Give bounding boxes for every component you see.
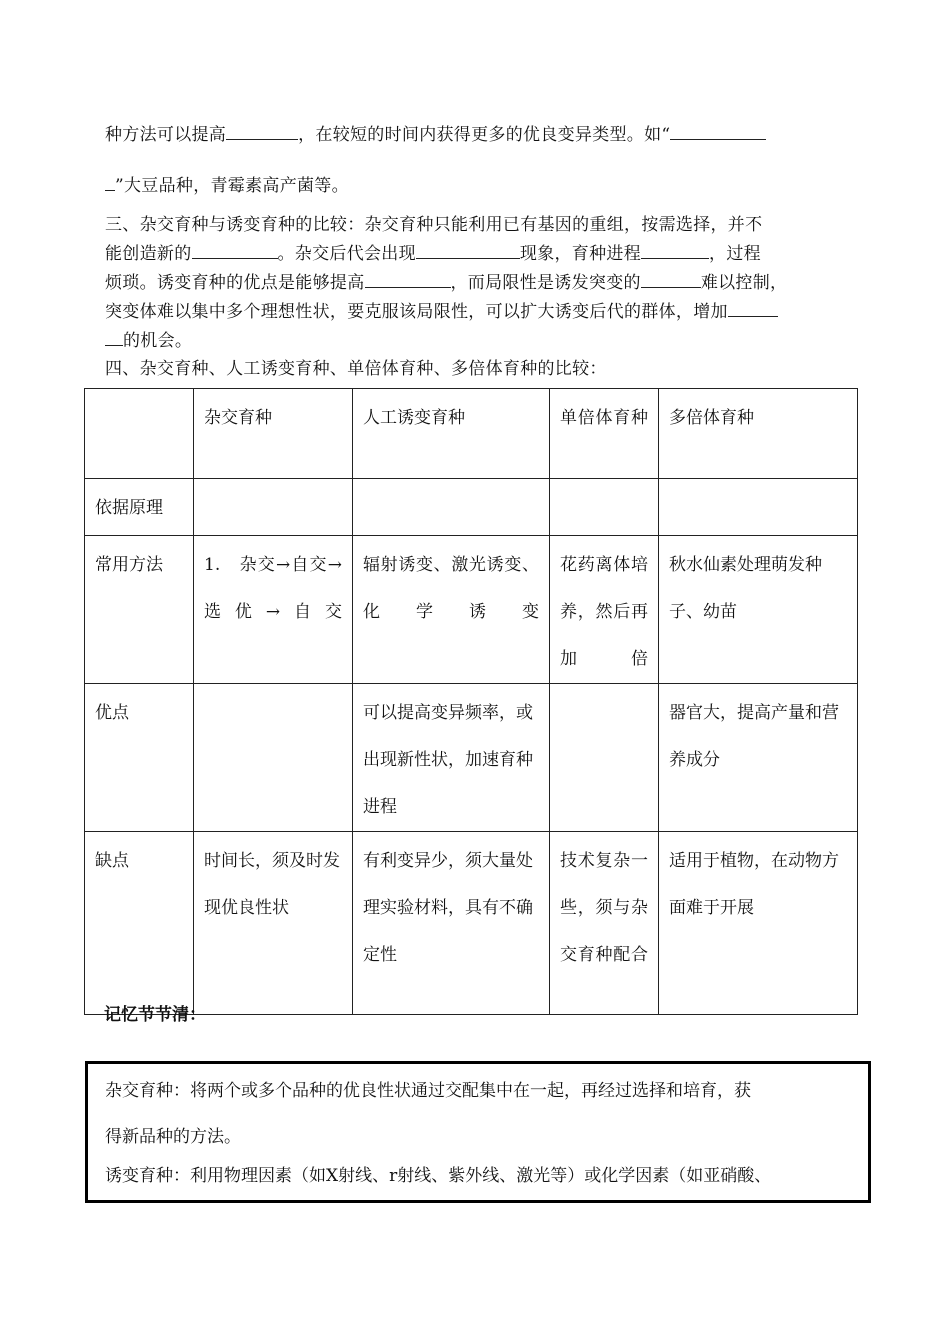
row-label: 缺点 — [85, 832, 194, 1015]
text-segment: 难以控制， — [700, 273, 788, 293]
table-cell — [194, 684, 353, 832]
text-segment: 四、杂交育种、人工诱变育种、单倍体育种、多倍体育种的比较： — [105, 359, 607, 379]
text-line — [105, 120, 766, 145]
comparison-table — [84, 388, 858, 1015]
table-cell: 适用于植物，在动物方面难于开展 — [659, 832, 858, 1015]
header-cell: 杂交育种 — [194, 389, 353, 479]
text-segment: ”大豆品种，青霉素高产菌等。 — [115, 176, 349, 196]
table-cell: 有利变异少，须大量处理实验材料，具有不确定性 — [353, 832, 550, 1015]
fill-blank — [365, 273, 451, 288]
table-row — [85, 832, 858, 1015]
summary-line: 杂交育种：将两个或多个品种的优良性状通过交配集中在一起，再经过选择和培育，获 — [105, 1081, 751, 1101]
text-line — [105, 239, 761, 264]
table-header-row — [85, 389, 858, 479]
text-line — [105, 268, 787, 293]
row-label: 优点 — [85, 684, 194, 832]
text-segment: 突变体难以集中多个理想性状，要克服该局限性，可以扩大诱变后代的群体，增加 — [105, 302, 728, 322]
fill-blank — [416, 244, 520, 259]
summary-box — [85, 1061, 871, 1203]
fill-blank — [105, 331, 123, 346]
table-cell — [659, 479, 858, 536]
table-cell: 技术复杂一些，须与杂交育种配合 — [550, 832, 659, 1015]
header-cell — [85, 389, 194, 479]
table-row — [85, 684, 858, 832]
fill-blank — [670, 125, 766, 140]
table-cell: 器官大，提高产量和营养成分 — [659, 684, 858, 832]
header-cell: 单倍体育种 — [550, 389, 659, 479]
table-cell: 秋水仙素处理萌发种子、幼苗 — [659, 536, 858, 684]
text-segment: ，在较短的时间内获得更多的优良变异类型。如“ — [298, 125, 671, 145]
text-segment: 的机会。 — [123, 331, 193, 351]
text-segment: 能创造新的 — [105, 244, 192, 264]
table-cell: 可以提高变异频率，或出现新性状，加速育种进程 — [353, 684, 550, 832]
table-cell: 1. 杂交→自交→选优→自交 — [194, 536, 353, 684]
text-line — [105, 326, 192, 351]
section-three-line — [105, 210, 762, 235]
table-row — [85, 536, 858, 684]
fill-blank — [226, 125, 298, 140]
table-cell — [194, 479, 353, 536]
table-cell: 时间长，须及时发现优良性状 — [194, 832, 353, 1015]
text-segment: 。杂交后代会出现 — [277, 244, 416, 264]
text-segment: 种方法可以提高 — [105, 125, 227, 145]
table-cell — [353, 479, 550, 536]
table-cell — [550, 479, 659, 536]
row-label: 常用方法 — [85, 536, 194, 684]
row-label: 依据原理 — [85, 479, 194, 536]
text-line — [105, 297, 778, 322]
table-cell: 花药离体培养，然后再加倍 — [550, 536, 659, 684]
fill-blank — [641, 273, 701, 288]
table-cell — [550, 684, 659, 832]
text-segment: ，过程 — [709, 244, 761, 264]
table-row — [85, 479, 858, 536]
header-cell: 多倍体育种 — [659, 389, 858, 479]
header-cell: 人工诱变育种 — [353, 389, 550, 479]
fill-blank — [641, 244, 709, 259]
summary-line: 诱变育种：利用物理因素（如X射线、r射线、紫外线、激光等）或化学因素（如亚硝酸、 — [105, 1166, 772, 1186]
fill-blank — [192, 244, 278, 259]
section-four-title — [105, 354, 607, 379]
table-cell: 辐射诱变、激光诱变、化学诱变 — [353, 536, 550, 684]
fill-blank — [105, 176, 115, 191]
summary-line: 得新品种的方法。 — [105, 1127, 241, 1147]
text-segment: 三、杂交育种与诱变育种的比较：杂交育种只能利用已有基因的重组，按需选择，并不 — [105, 215, 763, 235]
text-segment: 烦琐。诱变育种的优点是能够提高 — [105, 273, 365, 293]
text-line — [105, 171, 349, 196]
text-segment: 现象，育种进程 — [519, 244, 642, 264]
fill-blank — [728, 302, 778, 317]
text-segment: ，而局限性是诱发突变的 — [450, 273, 641, 293]
memo-title: 记忆节节清： — [104, 1005, 206, 1025]
